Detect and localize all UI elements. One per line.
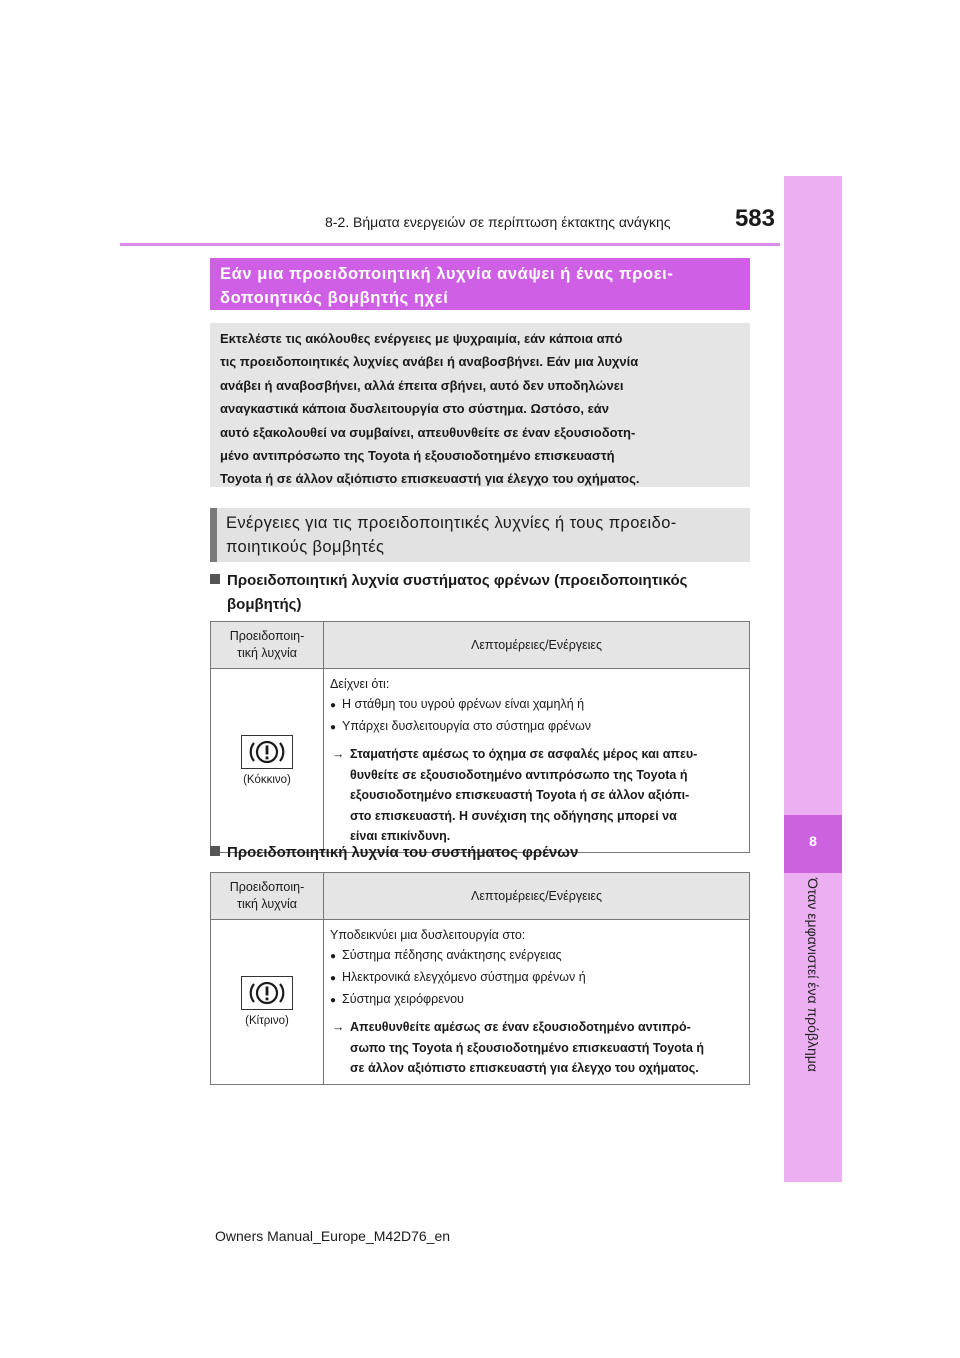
- action-instruction: [330, 1017, 743, 1079]
- bullet-item: [330, 694, 743, 716]
- header-lamp-line2: τική λυχνία: [237, 646, 297, 660]
- intro-line: τις προειδοποιητικές λυχνίες ανάβει ή αναβοσβήνει. Εάν μια λυχνία: [220, 354, 639, 370]
- subsection-line1: Προειδοποιητική λυχνία συστήματος φρένων (προειδοποιητικός: [227, 572, 688, 589]
- intro-line: μένο αντιπρόσωπο της Toyota ή εξουσιοδοτημένο επισκευαστή: [220, 448, 615, 464]
- header-lamp-line1: Προειδοποιη-: [229, 629, 305, 643]
- header-cell-details: Λεπτομέρειες/Ενέργειες: [324, 622, 750, 669]
- intro-text-box: [210, 323, 750, 487]
- header-lamp-line1: Προειδοποιη-: [229, 880, 305, 894]
- header-cell-details: Λεπτομέρειες/Ενέργειες: [324, 873, 750, 920]
- action-line: Απευθυνθείτε αμέσως σε έναν εξουσιοδοτημένο αντιπρό-: [350, 1020, 691, 1034]
- brake-warning-icon: [241, 735, 293, 769]
- details-cell: [324, 920, 750, 1085]
- section-title: 8-2. Βήματα ενεργειών σε περίπτωση έκτακτης ανάγκης: [325, 214, 671, 230]
- section-header-line1: Ενέργειες για τις προειδοποιητικές λυχνίες ή τους προειδο-: [226, 514, 677, 532]
- bullet-text: Σύστημα χειρόφρενου: [342, 992, 464, 1006]
- arrow-right-icon: →: [332, 1020, 345, 1034]
- subsection-line2: βομβητής): [227, 596, 302, 613]
- details-cell: [324, 669, 750, 853]
- warning-table-red: [210, 621, 750, 853]
- action-line: Σταματήστε αμέσως το όχημα σε ασφαλές μέρος και απευ-: [350, 747, 698, 761]
- action-line: σε άλλον αξιόπιστο επισκευαστή για έλεγχο του οχήματος.: [350, 1061, 699, 1075]
- footer-manual-id: Owners Manual_Europe_M42D76_en: [215, 1228, 451, 1244]
- lamp-color-caption: (Κίτρινο): [245, 1015, 289, 1028]
- lamp-cell: [211, 920, 324, 1085]
- subsection-heading-brake-system: [210, 841, 750, 865]
- square-bullet-icon: [210, 574, 220, 584]
- table-row: [211, 669, 750, 853]
- warning-table-yellow: [210, 872, 750, 1085]
- lamp-cell: [211, 669, 324, 853]
- bullet-item: [330, 989, 743, 1011]
- arrow-right-icon: →: [332, 747, 345, 761]
- action-line: εξουσιοδοτημένο επισκευαστή Toyota ή σε άλλον αξιόπι-: [350, 788, 690, 802]
- action-line: είναι επικίνδυνη.: [350, 829, 451, 843]
- intro-line: ανάβει ή αναβοσβήνει, αλλά έπειτα σβήνει, αυτό δεν υποδηλώνει: [220, 377, 624, 393]
- table-header-row: [211, 873, 750, 920]
- bullet-text: Σύστημα πέδησης ανάκτησης ενέργειας: [342, 948, 562, 962]
- topic-banner: [210, 258, 750, 310]
- action-line: θυνθείτε σε εξουσιοδοτημένο αντιπρόσωπο της Toyota ή: [350, 767, 688, 782]
- intro-line: Toyota ή σε άλλον αξιόπιστο επισκευαστή για έλεγχο του οχήματος.: [220, 471, 640, 487]
- header-rule: [120, 243, 780, 246]
- intro-line: αναγκαστικά κάποια δυσλειτουργία στο σύστημα. Ωστόσο, εάν: [220, 401, 609, 417]
- lamp-color-caption: (Κόκκινο): [243, 773, 291, 786]
- topic-banner-line2: δοποιητικός βομβητής ηχεί: [220, 289, 449, 307]
- section-header-line2: ποιητικούς βομβητές: [226, 538, 385, 556]
- section-header: [210, 508, 750, 562]
- bullet-text: Υπάρχει δυσλειτουργία στο σύστημα φρένων: [342, 719, 592, 733]
- details-intro: Δείχνει ότι:: [330, 677, 390, 691]
- page-number: 583: [734, 205, 775, 232]
- intro-line: αυτό εξακολουθεί να συμβαίνει, απευθυνθείτε σε έναν εξουσιοδοτη-: [220, 424, 636, 440]
- details-intro: Υποδεικνύει μια δυσλειτουργία στο:: [330, 928, 526, 942]
- bullet-item: [330, 967, 743, 989]
- action-line: σωπο της Toyota ή εξουσιοδοτημένο επισκευαστή Toyota ή: [350, 1040, 705, 1055]
- action-instruction: [330, 744, 743, 847]
- table-header-row: [211, 622, 750, 669]
- table-row: [211, 920, 750, 1085]
- bullet-item: [330, 945, 743, 967]
- square-bullet-icon: [210, 846, 220, 856]
- bullet-item: [330, 716, 743, 738]
- topic-banner-line1: Εάν μια προειδοποιητική λυχνία ανάψει ή ένας προει-: [220, 265, 674, 283]
- intro-line: Εκτελέστε τις ακόλουθες ενέργειες με ψυχραιμία, εάν κάποια από: [220, 331, 623, 346]
- header-lamp-line2: τική λυχνία: [237, 897, 297, 911]
- brake-warning-icon: [241, 976, 293, 1010]
- header-cell-lamp: [211, 873, 324, 920]
- action-line: στο επισκευαστή. Η συνέχιση της οδήγησης μπορεί να: [350, 808, 677, 823]
- chapter-title-vertical: Όταν εμφανιστεί ένα πρόβλημα: [805, 878, 821, 1072]
- bullet-text: Η στάθμη του υγρού φρένων είναι χαμηλή ή: [342, 697, 585, 711]
- subsection-line1: Προειδοποιητική λυχνία του συστήματος φρένων: [227, 844, 579, 861]
- subsection-heading-brake-buzzer: [210, 569, 750, 617]
- section-header-bar: [210, 508, 217, 562]
- chapter-number: 8: [809, 833, 817, 849]
- bullet-text: Ηλεκτρονικά ελεγχόμενο σύστημα φρένων ή: [342, 970, 586, 984]
- header-cell-lamp: [211, 622, 324, 669]
